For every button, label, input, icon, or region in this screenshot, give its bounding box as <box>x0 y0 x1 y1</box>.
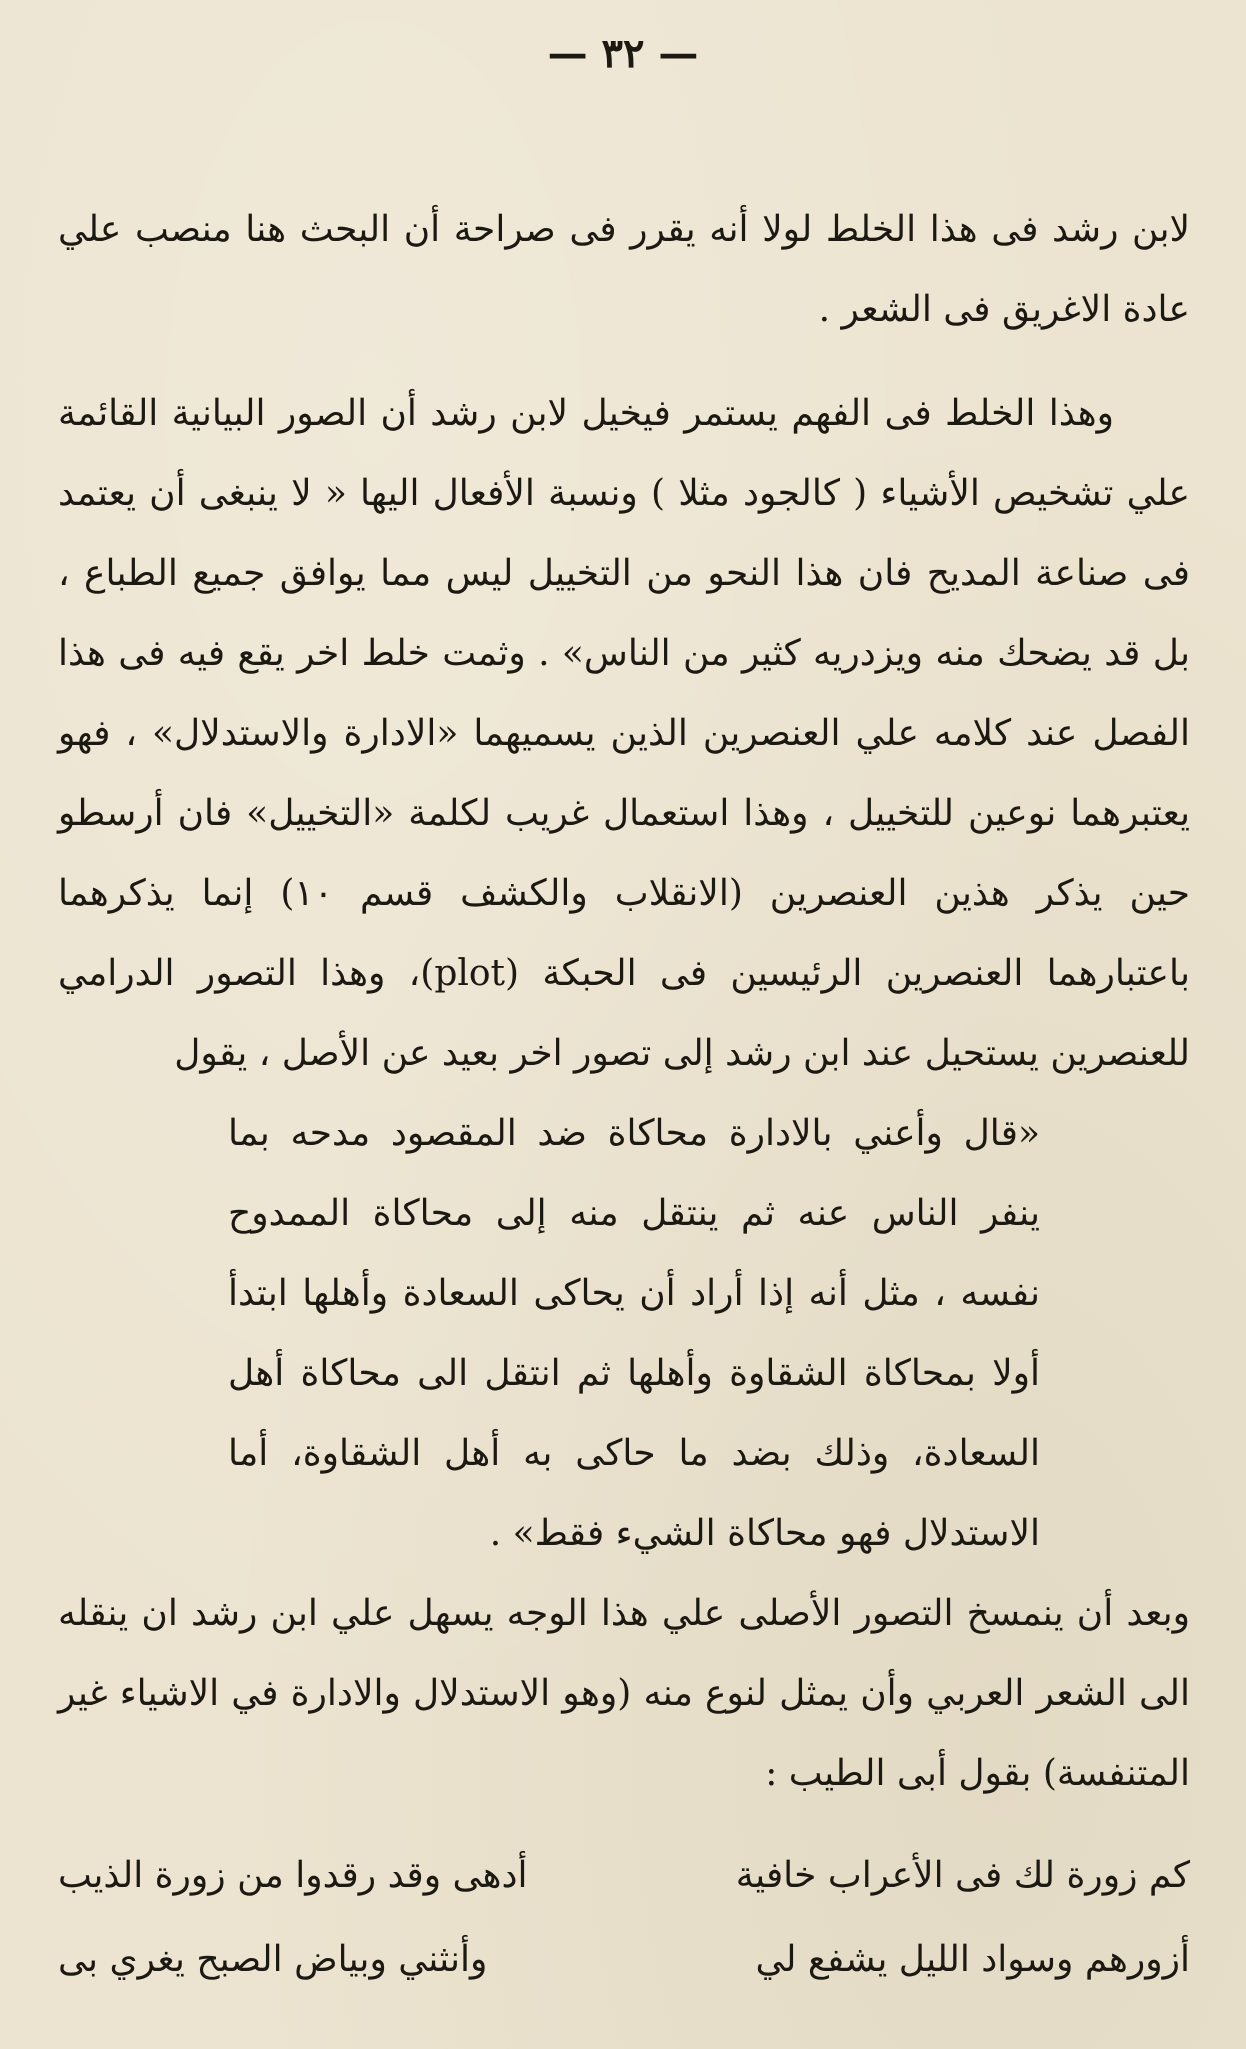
paragraph-poem-intro: وبعد أن ينمسخ التصور الأصلى علي هذا الوجه يسهل علي ابن رشد ان ينقله الى الشعر العربي وأن يمثل لنوع منه (وهو الاستدلال والادارة في الاشياء غير المتنفسة) بقول أبى الطيب : <box>58 1593 1190 1794</box>
poem-verse <box>58 1918 1190 2002</box>
verse-first-hemistich: أزورهم وسواد الليل يشفع لي <box>755 1939 1190 1980</box>
block-quote: «قال وأعني بالادارة محاكاة ضد المقصود مدحه بما ينفر الناس عنه ثم ينتقل منه إلى محاكاة الممدوح نفسه ، مثل أنه إذا أراد أن يحاكى السعادة وأهلها ابتدأ أولا بمحاكاة الشقاوة وأهلها ثم انتقل الى محاكاة أهل السعادة، وذلك بضد ما حاكى به أهل الشقاوة، أما الاستدلال فهو محاكاة الشيء فقط» . <box>228 1113 1040 1554</box>
page-number: — ٣٢ — <box>547 30 699 77</box>
paragraph-main: وهذا الخلط فى الفهم يستمر فيخيل لابن رشد أن الصور البيانية القائمة علي تشخيص الأشياء ( كالجود مثلا ) ونسبة الأفعال اليها « لا ينبغى أن يعتمد فى صناعة المديح فان هذا النحو من التخييل ليس مما يوافق جميع الطباع ، بل قد يضحك منه ويزدريه كثير من الناس» . وثمت خلط اخر يقع فيه فى هذا الفصل عند كلامه علي العنصرين الذين يسميهما «الادارة والاستدلال» ، فهو يعتبرهما نوعين للتخييل ، وهذا استعمال غريب لكلمة «التخييل» فان أرسطو حين يذكر هذين العنصرين (الانقلاب والكشف قسم ١٠) إنما يذكرهما باعتبارهما العنصرين الرئيسين فى الحبكة (plot)، وهذا التصور الدرامي للعنصرين يستحيل عند ابن رشد إلى تصور اخر بعيد عن الأصل ، يقول <box>58 393 1190 1074</box>
poem <box>58 1834 1190 2002</box>
verse-first-hemistich: كم زورة لك فى الأعراب خافية <box>735 1855 1190 1896</box>
page-body <box>58 190 1190 2002</box>
verse-second-hemistich: أدهى وقد رقدوا من زورة الذيب <box>58 1855 528 1896</box>
verse-second-hemistich: وأنثني وبياض الصبح يغري بى <box>58 1939 488 1980</box>
poem-verse <box>58 1834 1190 1918</box>
paragraph-continuation: لابن رشد فى هذا الخلط لولا أنه يقرر فى صراحة أن البحث هنا منصب علي عادة الاغريق فى الشعر . <box>58 209 1190 330</box>
